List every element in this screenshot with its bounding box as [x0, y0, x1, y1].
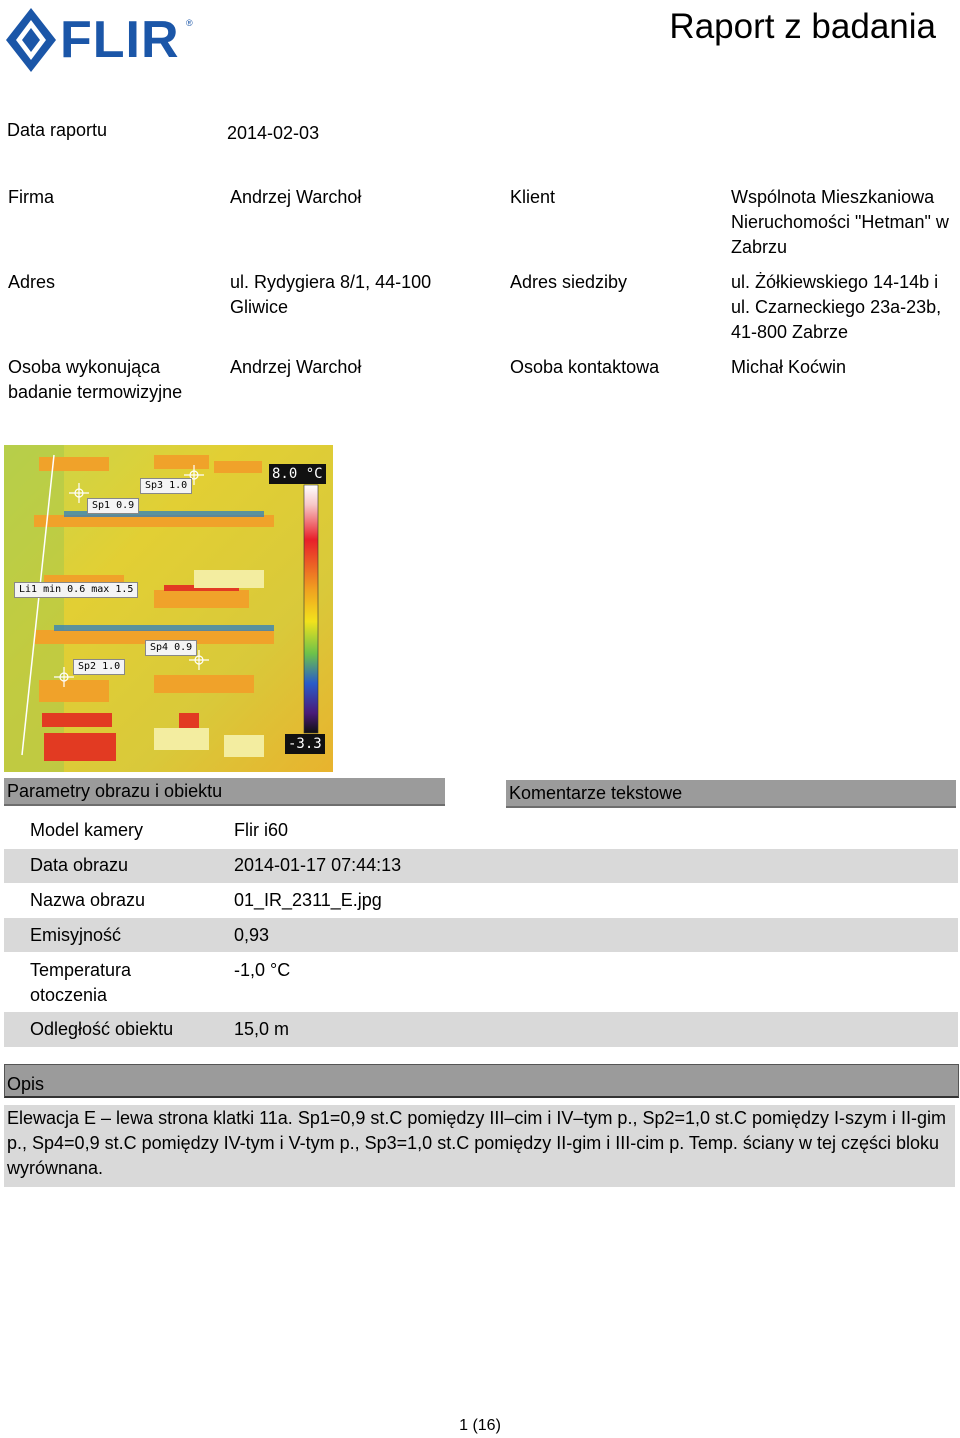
param-value: Flir i60: [234, 820, 289, 840]
osoba-value: Andrzej Warchoł: [230, 357, 362, 377]
marker-sp4: Sp4 0.9: [145, 640, 197, 656]
param-label: Model kamery: [30, 820, 144, 840]
param-value: 2014-01-17 07:44:13: [234, 855, 402, 875]
adres-value: ul. Rydygiera 8/1, 44-100 Gliwice: [230, 272, 432, 317]
param-value: 01_IR_2311_E.jpg: [234, 890, 382, 910]
param-row: [4, 918, 958, 952]
param-value: 0,93: [234, 925, 270, 945]
marker-sp1: Sp1 0.9: [87, 498, 139, 514]
param-label: Odległość obiektu: [30, 1019, 174, 1039]
report-date-label: Data raportu: [7, 120, 108, 140]
marker-sp2: Sp2 1.0: [73, 659, 125, 675]
klient-value: Wspólnota Mieszkaniowa Nieruchomości "Hetman" w Zabrzu: [731, 187, 949, 257]
param-row: [4, 814, 958, 849]
param-label: Nazwa obrazu: [30, 890, 146, 910]
opis-header: [4, 1064, 959, 1098]
firma-value: Andrzej Warchoł: [230, 187, 362, 207]
adres-label: Adres: [8, 272, 56, 292]
thermal-image: [4, 445, 333, 772]
params-header: Parametry obrazu i obiektu: [4, 778, 445, 806]
kontakt-value: Michał Koćwin: [731, 357, 847, 377]
marker-sp3: Sp3 1.0: [140, 478, 192, 494]
logo-wordmark: FLIR: [60, 11, 180, 69]
param-row: [4, 1012, 958, 1047]
opis-header-label: Opis: [7, 1074, 45, 1094]
kontakt-label: Osoba kontaktowa: [510, 357, 660, 377]
param-label: Temperatura otoczenia: [30, 960, 132, 1005]
report-title: Raport z badania: [669, 7, 936, 46]
adres-siedziby-label: Adres siedziby: [510, 272, 628, 292]
adres-siedziby-value: ul. Żółkiewskiego 14-14b i ul. Czarneckiego 23a-23b, 41-800 Zabrze: [731, 272, 942, 342]
report-date-value: 2014-02-03: [227, 123, 320, 143]
osoba-label: Osoba wykonująca badanie termowizyjne: [8, 357, 183, 402]
param-row: [4, 883, 958, 918]
logo-registered-mark: ®: [186, 18, 193, 28]
klient-label: Klient: [510, 187, 556, 207]
param-row: [4, 849, 958, 883]
param-label: Emisyjność: [30, 925, 122, 945]
marker-li1: Li1 min 0.6 max 1.5: [14, 582, 138, 598]
param-row: [4, 952, 958, 1012]
comments-header: Komentarze tekstowe: [506, 780, 956, 808]
opis-text: Elewacja E – lewa strona klatki 11a. Sp1=0,9 st.C pomiędzy III–cim i IV–tym p., Sp2=1,0 st.C pomiędzy I-szym i II-gim p., Sp4=0,9 st.C pomiędzy IV-tym i V-tym p., Sp3=1,0 st.C pomiędzy II-gim i III-cim p. Temp. ściany w tej części bloku wyrównana.: [4, 1105, 955, 1187]
param-value: -1,0 °C: [234, 960, 291, 980]
firma-label: Firma: [8, 187, 54, 207]
scale-max-label: 8.0 °C: [269, 464, 326, 484]
param-label: Data obrazu: [30, 855, 129, 875]
param-value: 15,0 m: [234, 1019, 290, 1039]
page-number: 1 (16): [459, 1417, 501, 1434]
scale-min-label: -3.3: [285, 734, 325, 754]
